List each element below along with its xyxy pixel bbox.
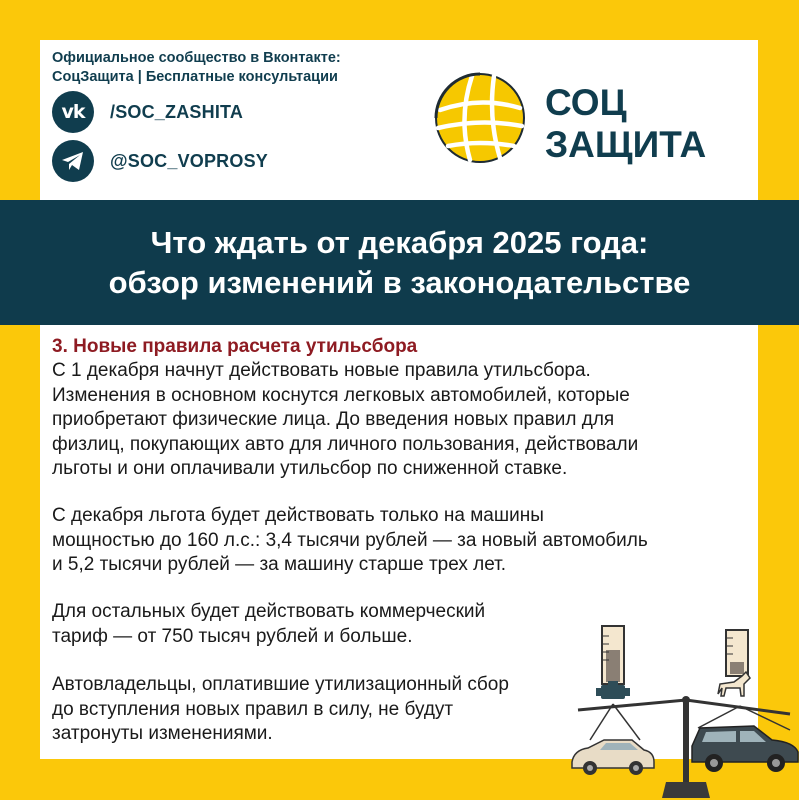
brand-line-1: СОЦ xyxy=(545,82,627,123)
paragraph-3 xyxy=(52,600,592,649)
paragraph-1 xyxy=(52,359,762,482)
paragraph-line: и 5,2 тысячи рублей — за машину старше трех лет. xyxy=(52,554,507,575)
paragraph-line: С декабря льгота будет действовать только на машины xyxy=(52,505,544,526)
paragraph-line: льготы и они оплачивали утильсбор по сниженной ставке. xyxy=(52,458,568,479)
telegram-icon xyxy=(52,140,94,182)
section-title: 3. Новые правила расчета утильсбора xyxy=(52,336,418,357)
paragraph-4 xyxy=(52,673,592,747)
telegram-link[interactable] xyxy=(52,140,268,182)
banner-title-line-2: обзор изменений в законодательстве xyxy=(108,264,691,300)
paragraph-line: Изменения в основном коснутся легковых автомобилей, которые xyxy=(52,384,630,406)
paragraph-line: физлиц, покупающих авто для личного пользования, действовали xyxy=(52,433,639,455)
paragraph-line: Для остальных будет действовать коммерческий xyxy=(52,601,486,622)
vk-icon: vk xyxy=(52,91,94,133)
title-banner xyxy=(0,200,799,325)
paragraph-line: приобретают физические лица. До введения новых правил для xyxy=(52,409,615,430)
paragraph-line: тариф — от 750 тысяч рублей и больше. xyxy=(52,625,413,647)
vk-link[interactable] xyxy=(52,91,243,133)
brand-name xyxy=(545,82,706,166)
brand-line-2: ЗАЩИТА xyxy=(545,124,707,165)
suv-icon xyxy=(692,726,798,772)
telegram-handle: @SOC_VOPROSY xyxy=(110,150,268,171)
scale-illustration-icon xyxy=(568,622,799,800)
paragraph-line: С 1 декабря начнут действовать новые правила утильсбора. xyxy=(52,360,591,381)
car-icon xyxy=(572,740,654,775)
paragraph-2 xyxy=(52,504,762,578)
banner-title-line-1: Что ждать от декабря 2025 года: xyxy=(150,224,649,260)
community-line-1: Официальное сообщество в Вконтакте: xyxy=(52,50,341,66)
paragraph-line: Автовладельцы, оплатившие утилизационный сбор xyxy=(52,674,509,695)
globe-logo-icon xyxy=(430,68,530,168)
community-info xyxy=(52,49,341,87)
paragraph-line: мощностью до 160 л.с.: 3,4 тысячи рублей — за новый автомобиль xyxy=(52,529,648,551)
vk-handle: /SOC_ZASHITA xyxy=(110,101,244,122)
paragraph-line: до вступления новых правил в силу, не будут xyxy=(52,698,454,720)
paragraph-line: затронуты изменениями. xyxy=(52,723,273,744)
community-line-2: СоцЗащита | Бесплатные консультации xyxy=(52,69,338,85)
